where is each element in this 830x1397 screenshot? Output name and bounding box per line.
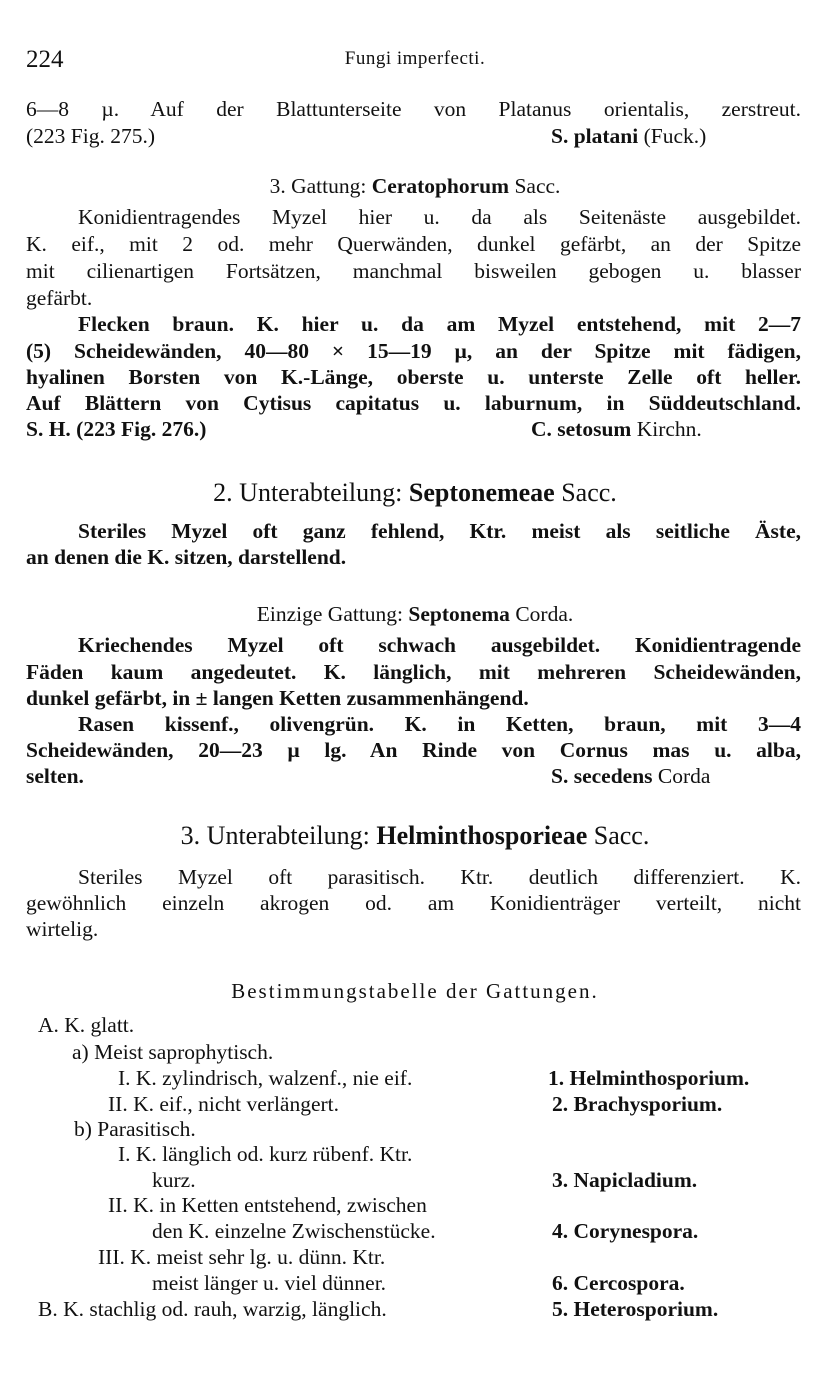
heading-author: Sacc. <box>587 821 650 850</box>
species-author: Corda <box>657 764 711 788</box>
genus-name: Ceratophorum <box>371 174 510 198</box>
heading-prefix: Einzige Gattung: <box>256 602 409 626</box>
species-name: S. secedens <box>551 764 653 788</box>
text-line: Kriechendes Myzel oft schwach ausgebildet. Konidientragende <box>78 633 801 657</box>
heading-prefix: 3. Unterabteilung: <box>180 821 377 850</box>
key-entry: b) Parasitisch. <box>74 1117 196 1141</box>
text-line: Flecken braun. K. hier u. da am Myzel entstehend, mit 2—7 <box>78 312 801 336</box>
text-line <box>26 123 801 149</box>
subdivision-name: Helminthosporieae <box>376 821 588 850</box>
key-entry: kurz. <box>152 1168 196 1192</box>
genus-name: Septonema <box>408 602 510 626</box>
text-line: K. eif., mit 2 od. mehr Querwänden, dunkel gefärbt, an der Spitze <box>26 232 801 256</box>
key-entry: meist länger u. viel dünner. <box>152 1271 387 1295</box>
key-entry: II. K. in Ketten entstehend, zwischen <box>108 1193 427 1217</box>
text-line: gewöhnlich einzeln akrogen od. am Konidienträger verteilt, nicht <box>26 891 801 915</box>
text-line: S. H. (223 Fig. 276.) <box>26 417 207 441</box>
text-line: mit cilienartigen Fortsätzen, manchmal bisweilen gebogen u. blasser <box>26 259 801 283</box>
heading-prefix: 2. Unterabteilung: <box>213 478 409 507</box>
species-ref <box>551 123 706 149</box>
heading-prefix: 3. Gattung: <box>269 174 372 198</box>
key-result: 5. Heterosporium. <box>552 1297 719 1321</box>
text-line: Scheidewänden, 20—23 µ lg. An Rinde von Cornus mas u. alba, <box>26 738 801 762</box>
key-entry: den K. einzelne Zwischenstücke. <box>152 1219 436 1243</box>
text-line <box>26 416 801 442</box>
key-entry: III. K. meist sehr lg. u. dünn. Ktr. <box>98 1245 386 1269</box>
text-line <box>26 763 801 789</box>
text-line: Steriles Myzel oft parasitisch. Ktr. deutlich differenziert. K. <box>78 865 801 889</box>
running-title: Fungi imperfecti. <box>344 48 486 69</box>
key-title: Bestimmungstabelle der Gattungen. <box>231 979 599 1003</box>
text-line: selten. <box>26 764 84 788</box>
key-entry: I. K. länglich od. kurz rübenf. Ktr. <box>118 1142 413 1166</box>
key-result: 4. Corynespora. <box>552 1219 699 1243</box>
species-ref <box>551 763 710 789</box>
subdivision-name: Septonemeae <box>408 478 555 507</box>
subdivision-heading <box>0 820 830 852</box>
key-result: 2. Brachysporium. <box>552 1092 723 1116</box>
page-number: 224 <box>26 46 64 73</box>
subdivision-heading <box>0 477 830 509</box>
key-result: 1. Helminthosporium. <box>548 1066 750 1090</box>
heading-author: Corda. <box>509 602 574 626</box>
species-name: S. platani <box>551 124 639 148</box>
text-line: Fäden kaum angedeutet. K. länglich, mit mehreren Scheidewänden, <box>26 660 801 684</box>
text-line: gefärbt. <box>26 286 93 310</box>
key-result: 6. Cercospora. <box>552 1271 685 1295</box>
heading-author: Sacc. <box>509 174 561 198</box>
species-author: (Fuck.) <box>643 124 707 148</box>
text-line: Steriles Myzel oft ganz fehlend, Ktr. meist als seitliche Äste, <box>78 519 801 543</box>
species-author: Kirchn. <box>636 417 702 441</box>
key-entry: II. K. eif., nicht verlängert. <box>108 1092 340 1116</box>
key-result: 3. Napicladium. <box>552 1168 698 1192</box>
text-line: Konidientragendes Myzel hier u. da als Seitenäste ausgebildet. <box>78 205 801 229</box>
text-line: (223 Fig. 275.) <box>26 124 155 148</box>
species-ref <box>531 416 702 442</box>
genus-heading <box>0 173 830 199</box>
text-line: 6—8 µ. Auf der Blattunterseite von Platanus orientalis, zerstreut. <box>26 97 801 121</box>
key-entry: B. K. stachlig od. rauh, warzig, länglich. <box>38 1297 387 1321</box>
text-line: Rasen kissenf., olivengrün. K. in Ketten, braun, mit 3—4 <box>78 712 801 736</box>
text-line: hyalinen Borsten von K.-Länge, oberste u. unterste Zelle oft heller. <box>26 365 801 389</box>
key-entry: a) Meist saprophytisch. <box>72 1040 274 1064</box>
text-line: dunkel gefärbt, in ± langen Ketten zusammenhängend. <box>26 686 529 710</box>
text-line: wirtelig. <box>26 917 99 941</box>
text-line: Auf Blättern von Cytisus capitatus u. laburnum, in Süddeutschland. <box>26 391 801 415</box>
genus-heading <box>0 601 830 627</box>
text-line: (5) Scheidewänden, 40—80 × 15—19 µ, an der Spitze mit fädigen, <box>26 339 801 363</box>
key-entry: I. K. zylindrisch, walzenf., nie eif. <box>118 1066 413 1090</box>
heading-author: Sacc. <box>554 478 617 507</box>
text-line: an denen die K. sitzen, darstellend. <box>26 545 347 569</box>
species-name: C. setosum <box>531 417 632 441</box>
key-entry: A. K. glatt. <box>38 1013 135 1037</box>
